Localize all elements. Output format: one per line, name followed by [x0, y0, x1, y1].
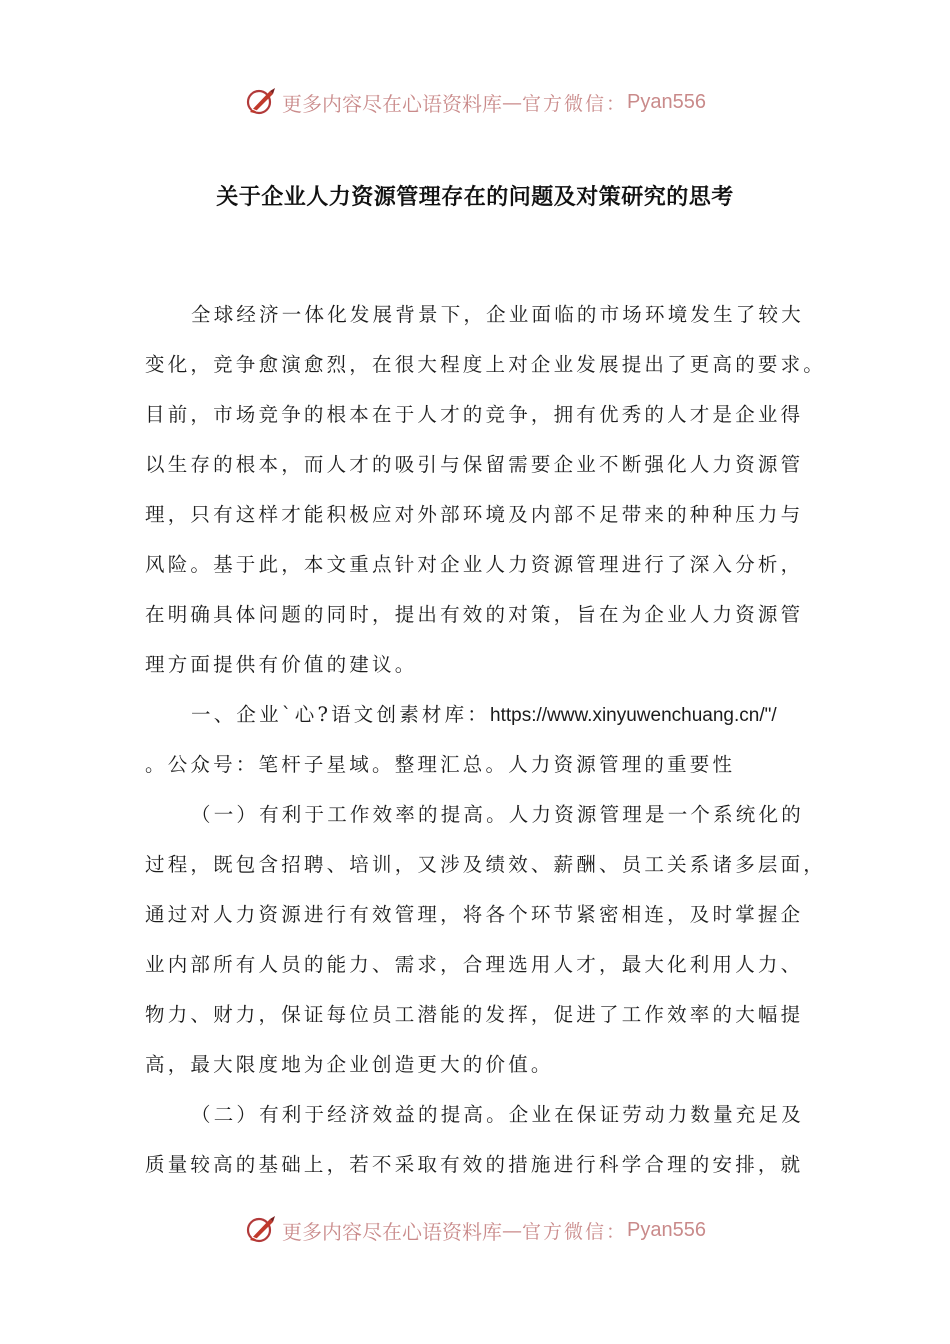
banner-wechat-label: 官方微信：: [522, 92, 628, 115]
paragraph-line: （一）有利于工作效率的提高。人力资源管理是一个系统化的: [191, 803, 804, 826]
paragraph-line: 质量较高的基础上，若不采取有效的措施进行科学合理的安排，就: [145, 1153, 804, 1176]
banner-wechat-id: Pyan556: [627, 90, 706, 113]
paragraph-line: 以生存的根本，而人才的吸引与保留需要企业不断强化人力资源管: [145, 453, 804, 476]
paragraph-line: （二）有利于经济效益的提高。企业在保证劳动力数量充足及: [191, 1103, 804, 1126]
section-heading-text: 一、企业`心?语文创素材库：: [191, 703, 491, 726]
paragraph-line: 物力、财力，保证每位员工潜能的发挥，促进了工作效率的大幅提: [145, 1003, 804, 1026]
section-heading-line: 。公众号：笔杆子星域。整理汇总。人力资源管理的重要性: [145, 753, 736, 776]
paragraph-line: 过程，既包含招聘、培训，又涉及绩效、薪酬、员工关系诸多层面，: [145, 853, 827, 876]
paragraph-line: 通过对人力资源进行有效管理，将各个环节紧密相连，及时掌握企: [145, 903, 804, 926]
paragraph-line: 在明确具体问题的同时，提出有效的对策，旨在为企业人力资源管: [145, 603, 804, 626]
paragraph-line: 目前，市场竞争的根本在于人才的竞争，拥有优秀的人才是企业得: [145, 403, 804, 426]
banner-dash: —: [502, 1218, 522, 1242]
header-watermark-banner: [0, 80, 950, 124]
paragraph-line: 全球经济一体化发展背景下，企业面临的市场环境发生了较大: [191, 303, 804, 326]
document-body: [145, 293, 825, 1193]
footer-watermark-banner: [0, 1208, 950, 1252]
quill-pen-logo-icon: [244, 85, 278, 119]
paragraph-line: 变化，竞争愈演愈烈，在很大程度上对企业发展提出了更高的要求。: [145, 353, 827, 376]
banner-dash: —: [502, 90, 522, 114]
document-title: 关于企业人力资源管理存在的问题及对策研究的思考: [216, 185, 734, 210]
url-link[interactable]: https://www.xinyuwenchuang.cn/"/: [490, 705, 777, 726]
banner-main-text: 更多内容尽在心语资料库: [282, 91, 502, 116]
paragraph-line: 理，只有这样才能积极应对外部环境及内部不足带来的种种压力与: [145, 503, 804, 526]
quill-pen-logo-icon: [244, 1213, 278, 1247]
paragraph-line: 理方面提供有价值的建议。: [145, 653, 418, 676]
banner-wechat-label: 官方微信：: [522, 1220, 628, 1243]
paragraph-line: 业内部所有人员的能力、需求，合理选用人才，最大化利用人力、: [145, 953, 804, 976]
paragraph-line: 高，最大限度地为企业创造更大的价值。: [145, 1053, 554, 1076]
banner-wechat-id: Pyan556: [627, 1218, 706, 1241]
section-heading-line: [145, 693, 825, 743]
banner-main-text: 更多内容尽在心语资料库: [282, 1219, 502, 1244]
paragraph-line: 风险。基于此，本文重点针对企业人力资源管理进行了深入分析，: [145, 553, 804, 576]
